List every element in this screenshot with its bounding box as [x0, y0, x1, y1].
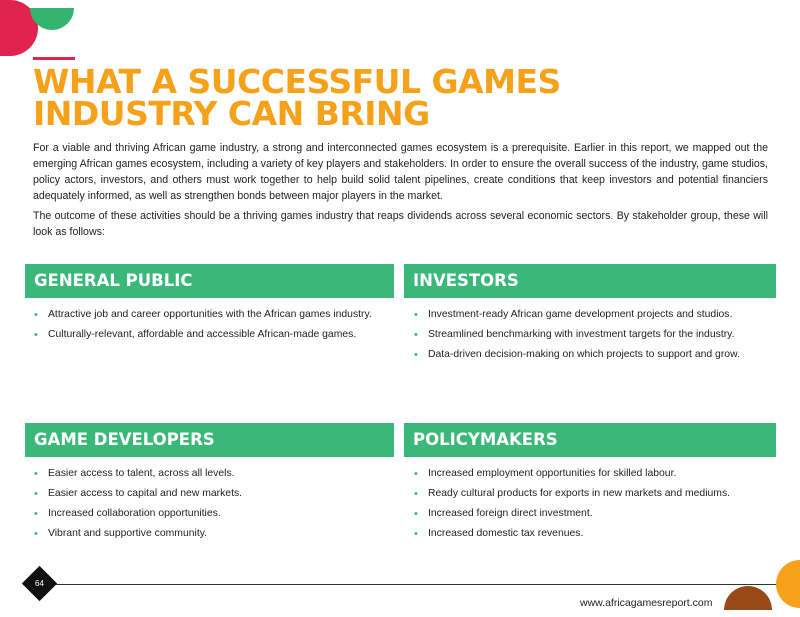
intro-paragraph: For a viable and thriving African game industry, a strong and interconnected games ecosystem is a prerequisite. Earlier in this report, we mapped out the emerging African games ecosystem, including a variety of key players and stakeholders. In order to ensure the overall success of the industry, game studios, policy actors, investors, and others must work together to help build solid talent pipelines, create conditions that keep investors and potential financiers adequately informed, as well as strengthen bonds between major players in the market.: [33, 142, 768, 202]
bullet-icon: •: [414, 528, 418, 540]
list-item: [413, 467, 778, 481]
bullet-icon: •: [414, 309, 418, 321]
top-left-decoration: [0, 0, 80, 60]
bullet-icon: •: [414, 508, 418, 520]
footer-url: www.africagamesreport.com: [580, 597, 713, 609]
bullet-icon: •: [414, 488, 418, 500]
bullet-icon: •: [414, 349, 418, 361]
list-item-text: Increased foreign direct investment.: [428, 508, 593, 519]
list-item: [413, 487, 778, 501]
list-item-text: Investment-ready African game development projects and studios.: [428, 309, 733, 320]
bullet-icon: •: [34, 528, 38, 540]
section-header-game-developers: GAME DEVELOPERS: [25, 423, 394, 457]
list-item-text: Culturally-relevant, affordable and accessible African-made games.: [48, 329, 357, 340]
page-number: 64: [35, 579, 44, 588]
list-item: [33, 487, 388, 501]
game-developers-list: [33, 467, 388, 547]
bullet-icon: •: [34, 329, 38, 341]
section-header-general-public: GENERAL PUBLIC: [25, 264, 394, 298]
bullet-icon: •: [34, 508, 38, 520]
bullet-icon: •: [414, 468, 418, 480]
intro-text: [33, 140, 768, 244]
investors-list: [413, 308, 778, 368]
bullet-icon: •: [414, 329, 418, 341]
list-item: [33, 467, 388, 481]
page-title: [33, 62, 753, 133]
bullet-icon: •: [34, 309, 38, 321]
bullet-icon: •: [34, 468, 38, 480]
list-item: [413, 507, 778, 521]
list-item-text: Data-driven decision-making on which projects to support and grow.: [428, 349, 740, 360]
list-item: [33, 527, 388, 541]
list-item: [413, 527, 778, 541]
page-title-line-1: WHAT A SUCCESSFUL GAMES: [33, 62, 561, 101]
list-item-text: Streamlined benchmarking with investment targets for the industry.: [428, 329, 735, 340]
title-accent-line: [33, 57, 75, 60]
list-item: [33, 308, 388, 322]
list-item-text: Increased collaboration opportunities.: [48, 508, 221, 519]
list-item-text: Ready cultural products for exports in new markets and mediums.: [428, 488, 731, 499]
bottom-right-decoration: [720, 560, 800, 617]
section-header-investors: INVESTORS: [404, 264, 776, 298]
list-item: [33, 507, 388, 521]
list-item: [33, 328, 388, 342]
list-item-text: Increased employment opportunities for skilled labour.: [428, 468, 677, 479]
list-item: [413, 328, 778, 342]
footer-divider: [40, 584, 785, 585]
list-item-text: Vibrant and supportive community.: [48, 528, 208, 539]
section-header-policymakers: POLICYMAKERS: [404, 423, 776, 457]
list-item-text: Easier access to capital and new markets.: [48, 488, 243, 499]
general-public-list: [33, 308, 388, 348]
list-item-text: Easier access to talent, across all levels.: [48, 468, 235, 479]
list-item-text: Increased domestic tax revenues.: [428, 528, 584, 539]
list-item: [413, 308, 778, 322]
policymakers-list: [413, 467, 778, 547]
page-title-line-2: INDUSTRY CAN BRING: [33, 94, 430, 133]
list-item: [413, 348, 778, 362]
intro-paragraph: The outcome of these activities should be a thriving games industry that reaps dividends across several economic sectors. By stakeholder group, these will look as follows:: [33, 210, 768, 238]
bullet-icon: •: [34, 488, 38, 500]
list-item-text: Attractive job and career opportunities with the African games industry.: [48, 309, 372, 320]
